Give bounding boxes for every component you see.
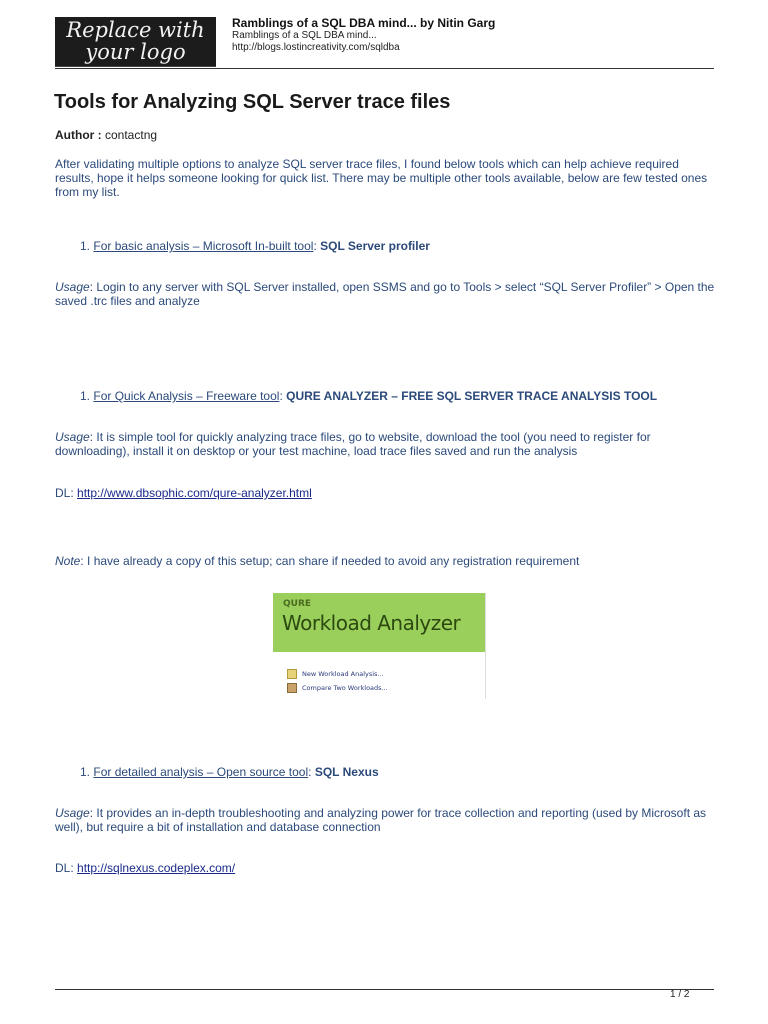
new-document-icon: [287, 669, 297, 679]
header-divider: [55, 68, 714, 69]
intro-paragraph: After validating multiple options to analyze SQL server trace files, I found below tools which can help achieve required results, hope it helps someone looking for quick list. There may be multiple other tools available, below are few tested ones from my list.: [55, 157, 708, 199]
logo-line-2: your logo: [85, 40, 186, 64]
category-link[interactable]: For basic analysis – Microsoft In-built tool: [93, 239, 314, 253]
author-label: Author :: [55, 128, 102, 142]
usage-paragraph: [55, 430, 720, 458]
download-link[interactable]: http://www.dbsophic.com/qure-analyzer.html: [77, 486, 312, 500]
list-number: 1.: [80, 389, 91, 403]
footer-divider: [55, 989, 714, 990]
author-name: contactng: [105, 128, 158, 142]
page-number: 1 / 2: [670, 989, 690, 1000]
usage-text: : It is simple tool for quickly analyzing trace files, go to website, download the tool (you need to register for downloading), install it on desktop or your test machine, load trace files saved and run the analysis: [55, 430, 651, 458]
brand-small: QURE: [283, 599, 312, 609]
tool-name: SQL Server profiler: [320, 239, 430, 253]
menu-item-label: New Workload Analysis...: [302, 670, 384, 678]
usage-text: : It provides an in-depth troubleshooting and analyzing power for trace collection and reporting (used by Microsoft as well), but require a bit of installation and database connection: [55, 806, 707, 834]
tool-name: SQL Nexus: [314, 765, 379, 779]
usage-label: Usage: [55, 430, 90, 444]
dl-label: DL:: [55, 486, 74, 500]
list-item-basic: 1. For basic analysis – Microsoft In-built tool: SQL Server profiler: [80, 239, 430, 253]
list-number: 1.: [80, 765, 91, 779]
logo-line-1: Replace with: [66, 18, 205, 42]
list-number: 1.: [80, 239, 91, 253]
blog-title: Ramblings of a SQL DBA mind... by Nitin Garg: [232, 16, 496, 30]
workload-analyzer-image: [273, 593, 486, 699]
download-line: [55, 861, 720, 875]
blog-subtitle: Ramblings of a SQL DBA mind...: [232, 30, 377, 41]
download-line: [55, 486, 720, 500]
page-title: Tools for Analyzing SQL Server trace files: [54, 91, 451, 113]
tool-name: QURE ANALYZER – FREE SQL SERVER TRACE ANALYSIS TOOL: [286, 389, 658, 403]
usage-paragraph: [55, 280, 720, 308]
list-item-quick: 1. For Quick Analysis – Freeware tool: QURE ANALYZER – FREE SQL SERVER TRACE ANALYSIS TOOL: [80, 389, 658, 403]
menu-item-label: Compare Two Workloads...: [302, 684, 388, 692]
download-link[interactable]: http://sqlnexus.codeplex.com/: [77, 861, 236, 875]
note-paragraph: [55, 554, 720, 568]
note-label: Note: [55, 554, 81, 568]
menu-item-compare: [287, 683, 388, 693]
menu-item-new: [287, 669, 384, 679]
logo-placeholder: [55, 17, 216, 67]
usage-label: Usage: [55, 280, 90, 294]
compare-icon: [287, 683, 297, 693]
usage-text: : Login to any server with SQL Server installed, open SSMS and go to Tools > select “SQL Server Profiler” > Open the saved .trc files and analyze: [55, 280, 715, 308]
list-item-detailed: 1. For detailed analysis – Open source tool: SQL Nexus: [80, 765, 379, 779]
usage-label: Usage: [55, 806, 90, 820]
category-link[interactable]: For Quick Analysis – Freeware tool: [93, 389, 280, 403]
category-link[interactable]: For detailed analysis – Open source tool: [93, 765, 309, 779]
usage-paragraph: [55, 806, 720, 834]
brand-title: Workload Analyzer: [282, 611, 461, 635]
blog-url[interactable]: http://blogs.lostincreativity.com/sqldba: [232, 42, 400, 53]
note-text: : I have already a copy of this setup; can share if needed to avoid any registration requirement: [80, 554, 580, 568]
author-line: [55, 128, 157, 142]
dl-label: DL:: [55, 861, 74, 875]
